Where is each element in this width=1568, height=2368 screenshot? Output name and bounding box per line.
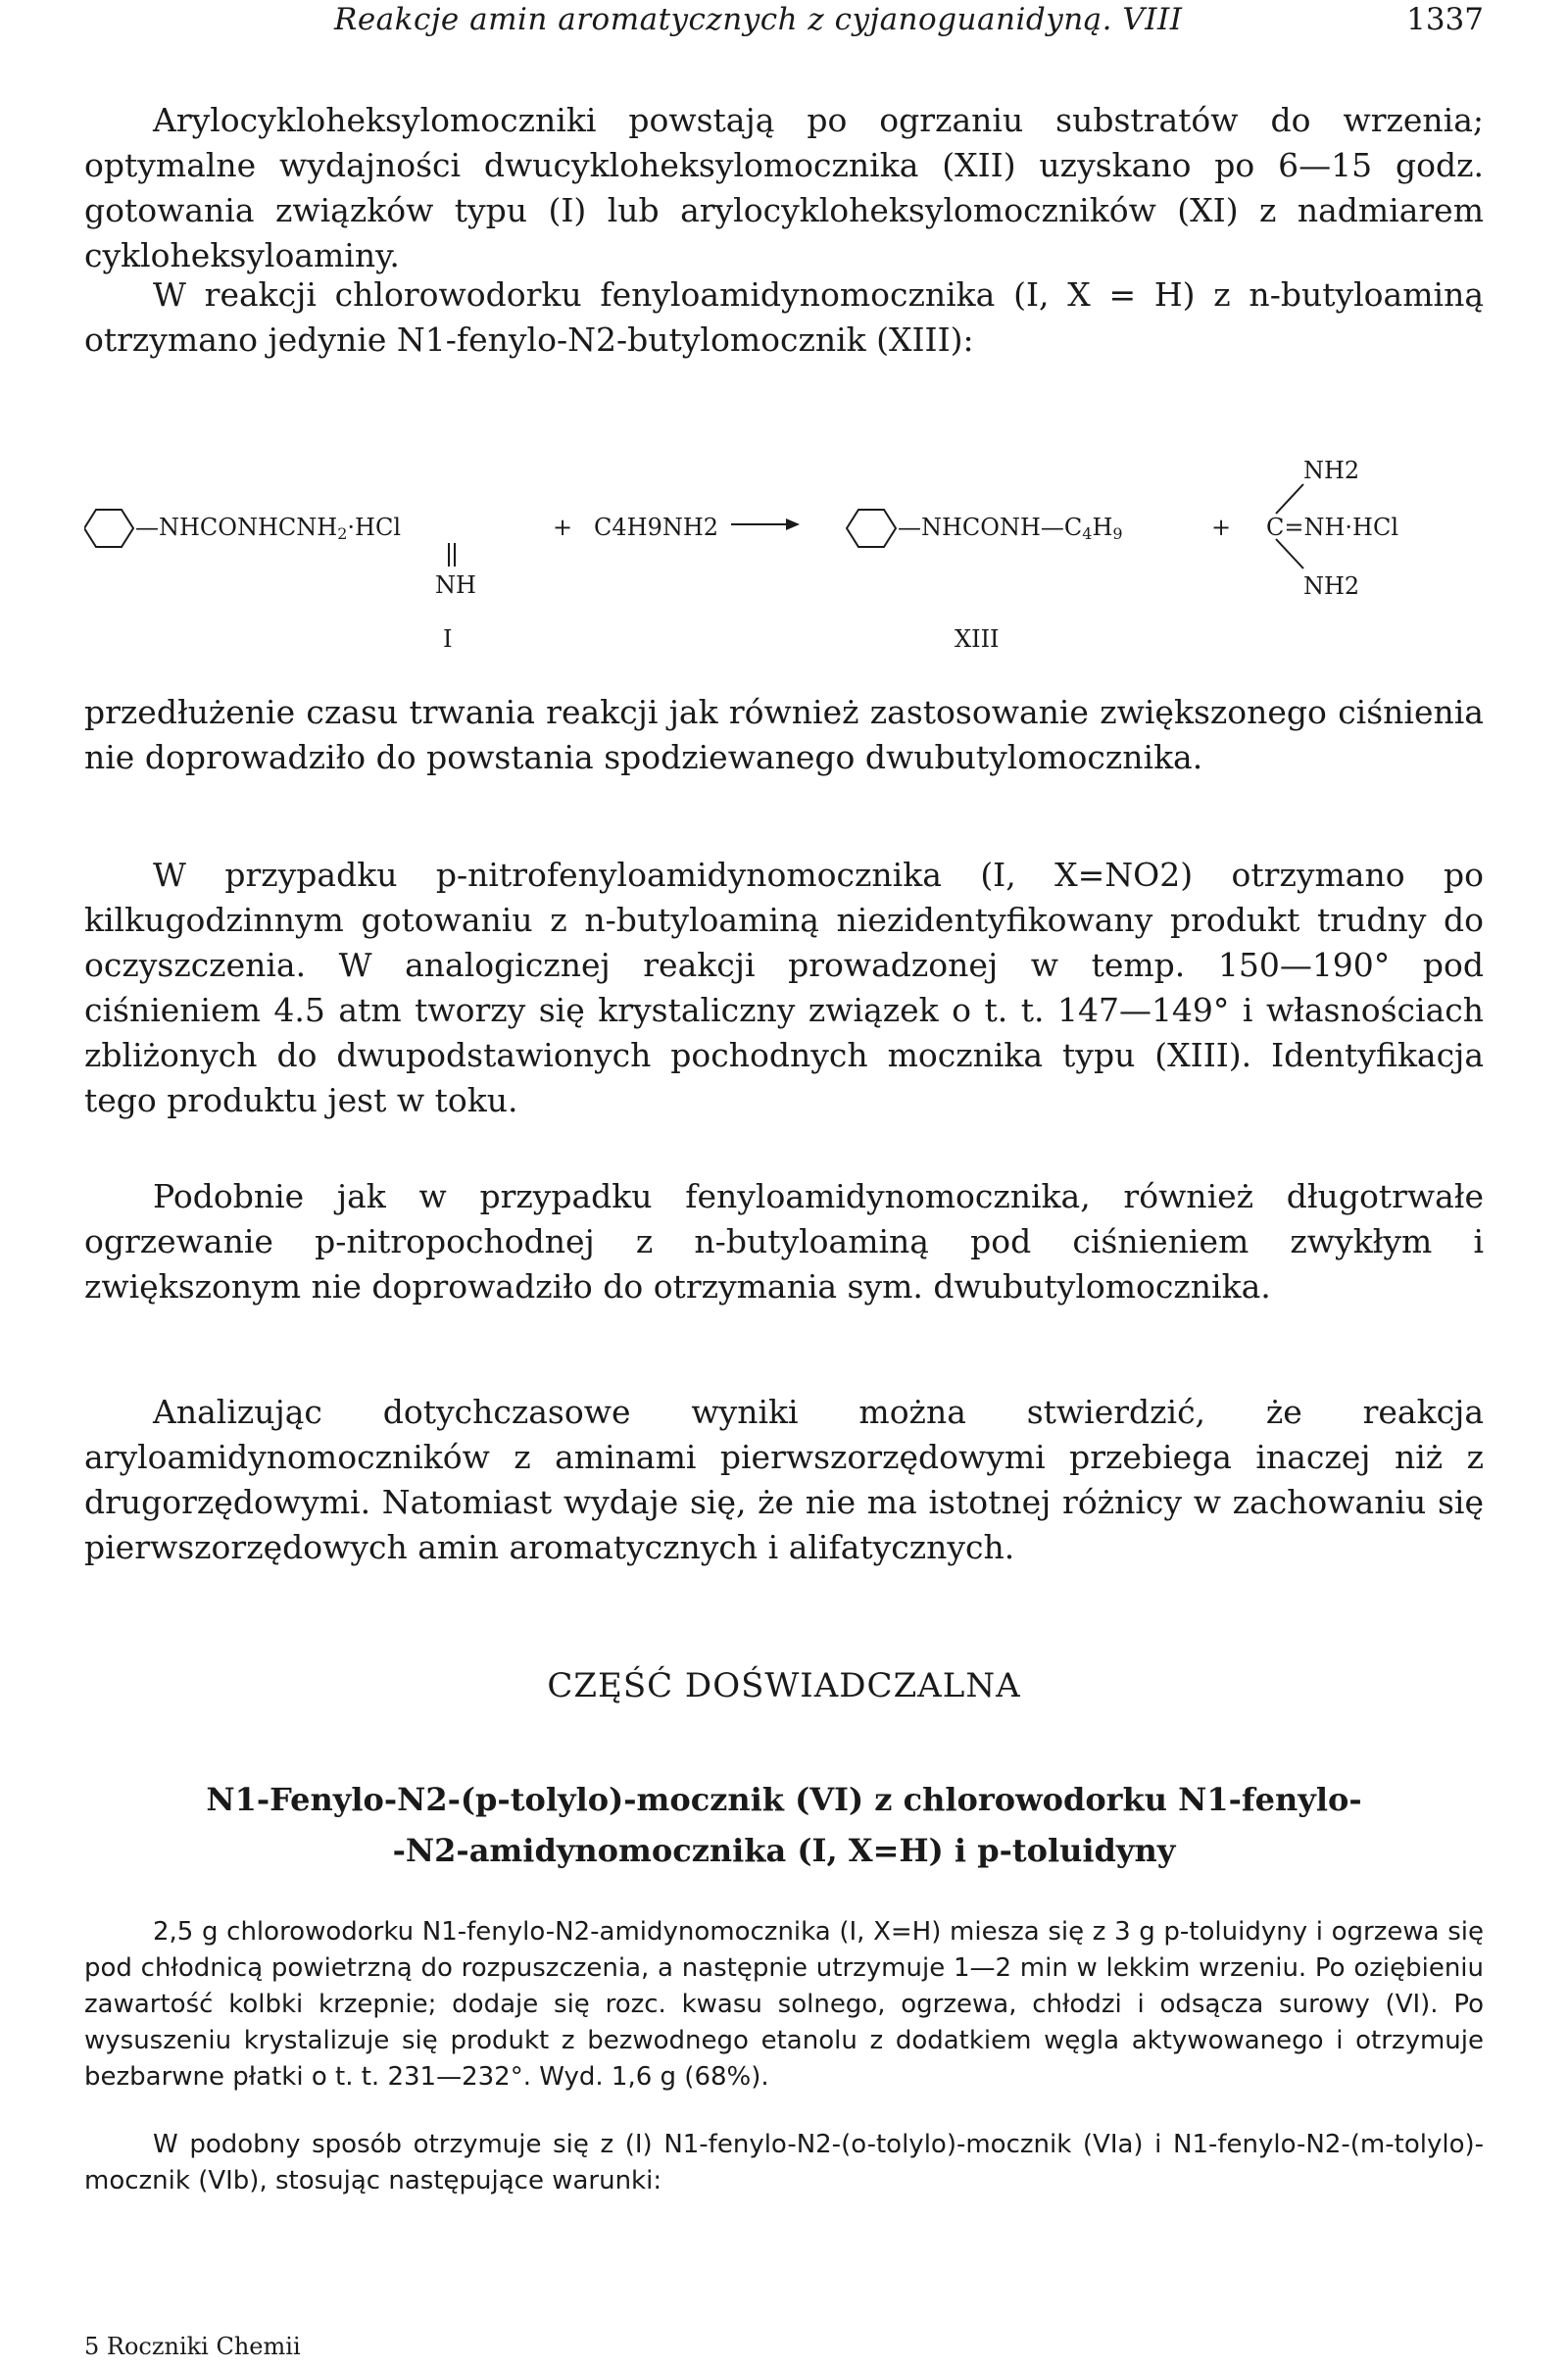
reaction-scheme: [84, 429, 1484, 660]
benzene-ring-product: [847, 510, 896, 547]
subsection-heading-line1: N1-Fenylo-N2-(p-tolylo)-mocznik (VI) z chlorowodorku N1-fenylo-: [206, 1781, 1362, 1818]
plus-sign-2: +: [1211, 514, 1232, 541]
running-head: [84, 0, 1484, 49]
section-heading: CZĘŚĆ DOŚWIADCZALNA: [547, 1666, 1021, 1705]
guanidine-bond-down: [1276, 539, 1303, 568]
benzene-ring-reactant: [84, 510, 133, 547]
reaction-arrow-head: [786, 518, 800, 530]
paragraph-analogous: W podobny sposób otrzymuje się z (I) N1-fenylo-N2-(o-tolylo)-mocznik (VIa) i N1-fenylo-N2-(m-tolylo)-mocznik (VIb), stosując następujące warunki:: [84, 2130, 1484, 2195]
guanidine-top: NH2: [1303, 457, 1360, 484]
paragraph-conclusion: Analizując dotychczasowe wyniki można stwierdzić, że reakcja aryloamidynomoczników z aminami pierwszorzędowymi przebiega inaczej niż z drugorzędowymi. Natomiast wydaje się, że nie ma istotnej różnicy w zachowaniu się pierwszorzędowych amin aromatycznych i alifatycznych.: [84, 1393, 1484, 1566]
paragraph-cyclohexylureas: Arylocykloheksylomoczniki powstają po ogrzaniu substratów do wrzenia; optymalne wydajności dwucykloheksylomocznika (XII) uzyskano po 6—15 godz. gotowania związków typu (I) lub arylocykloheksylomoczników (XI) z nadmiarem cykloheksyloaminy.: [84, 101, 1484, 274]
page-number: 1337: [1406, 2, 1484, 37]
paragraph-procedure: 2,5 g chlorowodorku N1-fenylo-N2-amidynomocznika (I, X=H) miesza się z 3 g p-toluidyny i ogrzewa się pod chłodnicą powietrzną do rozpuszczenia, a następnie utrzymuje 1—2 min w lekkim wrzeniu. Po oziębieniu zawartość kolbki krzepnie; dodaje się rozc. kwasu solnego, ogrzewa, chłodzi i odsącza surowy (VI). Po wysuszeniu krystalizuje się produkt z bezwodnego etanolu z dodatkiem węgla aktywowanego i otrzymuje bezbarwne płatki o t. t. 231—232°. Wyd. 1,6 g (68%).: [84, 1917, 1484, 2092]
label-product: XIII: [955, 625, 1000, 653]
running-title: Reakcje amin aromatycznych z cyjanoguanidyną. VIII: [334, 2, 1183, 37]
plus-sign-1: +: [553, 514, 573, 541]
subsection-heading: [84, 1774, 1484, 1876]
guanidine-bond-up: [1276, 484, 1303, 514]
product-formula: $—NHCONH—C_4H_9$: [898, 514, 1123, 543]
paragraph-nitro: W przypadku p-nitrofenyloamidynomocznika (I, X=NO2) otrzymano po kilkugodzinnym gotowaniu z n-butyloaminą niezidentyfikowany produkt trudny do oczyszczenia. W analogicznej reakcji prowadzonej w temp. 150—190° pod ciśnieniem 4.5 atm tworzy się krystaliczny związek o t. t. 147—149° i własnościach zbliżonych do dwupodstawionych pochodnych mocznika typu (XIII). Identyfikacja tego produktu jest w toku.: [84, 856, 1484, 1119]
scheme-bonds: [84, 429, 1484, 660]
guanidine-bottom: NH2: [1303, 572, 1360, 600]
guanidine-mid: C=NH·HCl: [1266, 514, 1398, 541]
subsection-heading-line2: -N2-amidynomocznika (I, X=H) i p-toluidyny: [392, 1832, 1176, 1869]
paragraph-pressure: przedłużenie czasu trwania reakcji jak również zastosowanie zwiększonego ciśnienia nie doprowadziło do powstania spodziewanego dwubutylomocznika.: [84, 693, 1484, 776]
paragraph-butylamine-reaction: W reakcji chlorowodorku fenyloamidynomocznika (I, X = H) z n-butyloaminą otrzymano jedynie N1-fenylo-N2-butylomocznik (XIII):: [84, 275, 1484, 359]
imine-group: NH: [435, 571, 476, 599]
journal-page: [84, 0, 1484, 2368]
label-reactant: I: [443, 625, 453, 653]
reactant-formula: $—NHCONHCNH_2\cdot HCl$: [135, 514, 401, 543]
paragraph-long-heating: Podobnie jak w przypadku fenyloamidynomocznika, również długotrwałe ogrzewanie p-nitropochodnej z n-butyloaminą pod ciśnieniem zwykłym i zwiększonym nie doprowadziło do otrzymania sym. dwubutylomocznika.: [84, 1177, 1484, 1306]
butylamine-formula: C4H9NH2: [594, 514, 719, 541]
footer: 5 Roczniki Chemii: [84, 2333, 301, 2360]
